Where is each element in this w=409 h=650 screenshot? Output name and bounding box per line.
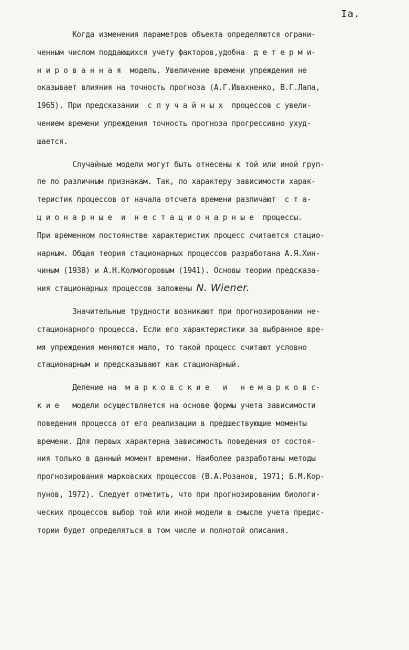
text-fragment: ния стационарных процессов заложены [37, 284, 197, 294]
page-number: Iа. [341, 9, 360, 20]
paragraph-stationary-processes [37, 156, 382, 298]
text-line: При временном постоянстве характеристик процесс считается стацио- [37, 230, 325, 240]
text-line: стационарного процесса. Если его характеристики за выбранное вре- [37, 324, 325, 334]
paragraph-markov-models [37, 379, 382, 539]
text-line: пе по различным признакам. Так, по характеру зависимости харак- [37, 177, 316, 187]
text-line: времени. Для первых характерна зависимость поведения от состоя- [37, 436, 316, 446]
text-line: нарным. Общая теория стационарных процессов разработана А.Я.Хин- [37, 248, 320, 258]
text-line: тории будет определяться в том числе и полнотой описания. [37, 525, 290, 535]
text-line: Случайные модели могут быть отнесены к той или иной груп- [37, 159, 325, 169]
text-line: мя упреждения меняются мало, то такой процесс считают условно [37, 342, 307, 352]
text-line: прогнозирования марковских процессов (В.А.Розанов, 1971; Б.М.Кор- [37, 472, 325, 482]
text-line: пунов, 1972). Следует отметить, что при прогнозировании биологи- [37, 489, 320, 499]
text-line: стационарным и предсказывают как стационарный. [37, 360, 241, 370]
text-line: Когда изменения параметров объекта определяются ограни- [37, 30, 316, 39]
text-line: н и р о в а н н а я модель. Увеличение времени упреждения не [37, 65, 307, 75]
text-line: ческих процессов выбор той или иной модели в смысле учета предис- [37, 507, 325, 517]
text-line-with-handwriting [37, 280, 382, 298]
text-line: к и е модели осуществляется на основе формы учета зависимости [37, 400, 316, 410]
text-line: оказывает влияния на точность прогноза (А.Г.Ивахненко, В.Г.Лапа, [37, 83, 320, 93]
text-line: 1965). При предсказании с л у ч а й н ы х процессов с увели- [37, 101, 312, 111]
text-line: поведения процесса от его реализации в предшествующие моменты [37, 418, 307, 428]
text-line: ченным числом поддающихся учету факторов,удобна д е т е р м и- [37, 47, 316, 57]
text-line: ния только в данный момент времени. Наиболее разработаны методы [37, 454, 316, 464]
text-line: ц и о н а р н ы е и н е с т а ц и о н а р н ы е процессы. [37, 212, 303, 222]
text-line: Деление на м а р к о в с к и е и н е м а р к о в с- [37, 383, 320, 393]
document-body [37, 26, 382, 539]
text-line: шается. [37, 136, 68, 146]
text-line: чением времени упреждения точность прогноза прогрессивно ухуд- [37, 118, 312, 128]
paragraph-nonstationary [37, 303, 382, 374]
text-line: теристик процессов от начала отсчета времени различают с т а- [37, 195, 312, 205]
text-line: чиным (1938) и А.Н.Колмогоровым (1941). Основы теории предсказа- [37, 266, 320, 276]
paragraph-deterministic-models [37, 26, 382, 151]
text-line: Значительные трудности возникают при прогнозировании не- [37, 306, 320, 316]
handwritten-annotation: N. Wiener. [196, 283, 250, 295]
